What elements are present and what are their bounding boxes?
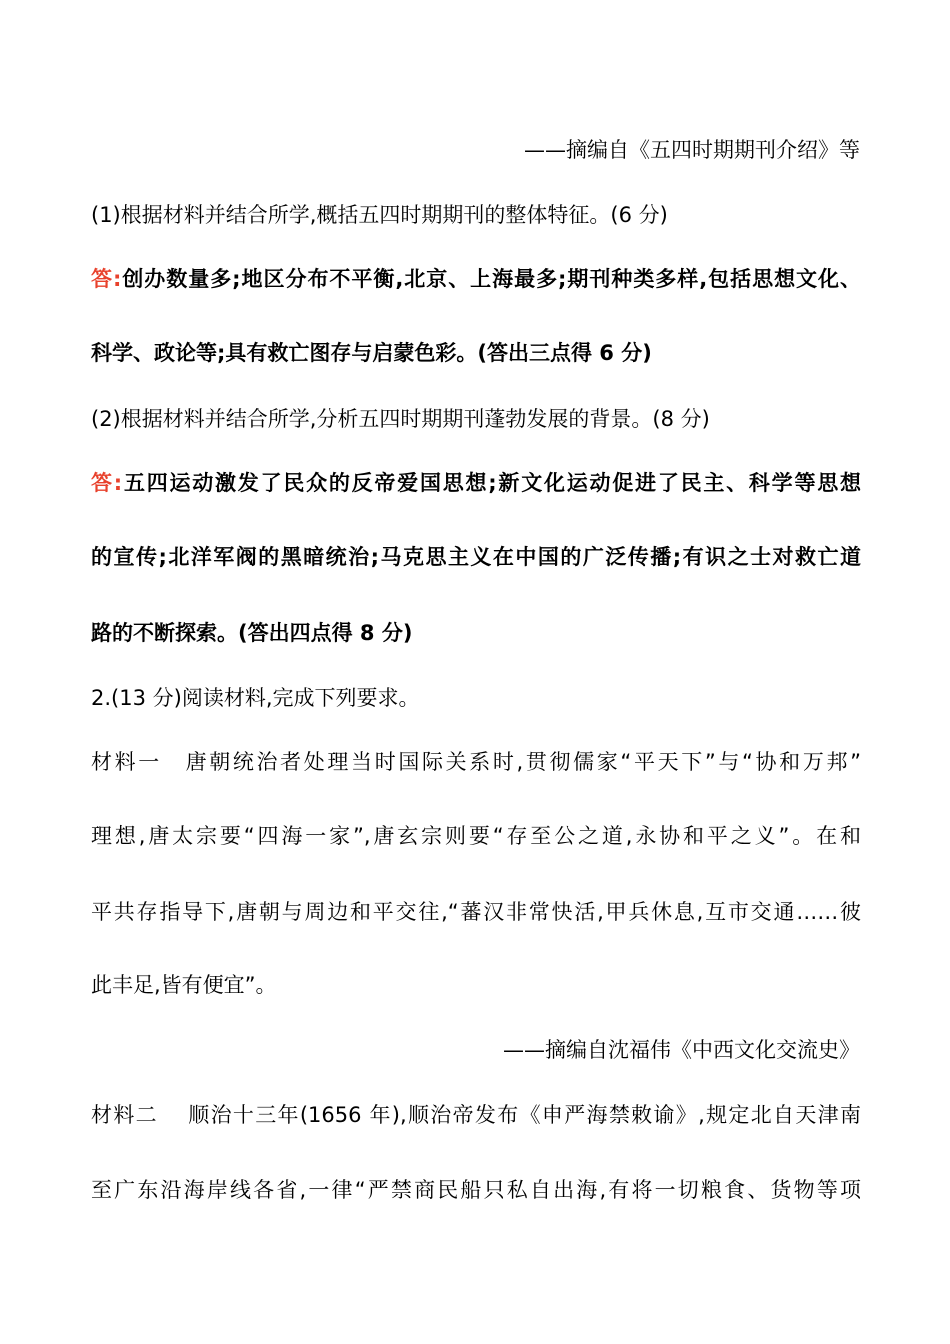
answer-label: 答: xyxy=(91,471,123,495)
material-1-line-4: 此丰足,皆有便宜”。 xyxy=(91,973,277,997)
material-1-line-2: 理想,唐太宗要“四海一家”,唐玄宗则要“存至公之道,永协和平之义”。在和 xyxy=(91,824,861,848)
question-1-prompt: (1)根据材料并结合所学,概括五四时期期刊的整体特征。(6 分) xyxy=(91,203,668,227)
answer-2-line-3: 路的不断探索。(答出四点得 8 分) xyxy=(91,621,413,645)
material-1-line-1: 材料一 唐朝统治者处理当时国际关系时,贯彻儒家“平天下”与“协和万邦” xyxy=(91,750,861,774)
answer-2-text-1: 五四运动激发了民众的反帝爱国思想;新文化运动促进了民主、科学等思想 xyxy=(122,471,861,495)
question-2-heading: 2.(13 分)阅读材料,完成下列要求。 xyxy=(91,686,420,710)
material-2-line-2: 至广东沿海岸线各省,一律“严禁商民船只私自出海,有将一切粮食、货物等项 xyxy=(91,1178,861,1202)
answer-1-text-1: 创办数量多;地区分布不平衡,北京、上海最多;期刊种类多样,包括思想文化、 xyxy=(121,267,861,291)
answer-2-line-2: 的宣传;北洋军阀的黑暗统治;马克思主义在中国的广泛传播;有识之士对救亡道 xyxy=(91,545,861,569)
answer-label: 答: xyxy=(91,267,122,291)
source-citation-1: ——摘编自《五四时期期刊介绍》等 xyxy=(524,138,860,162)
question-2-prompt: (2)根据材料并结合所学,分析五四时期期刊蓬勃发展的背景。(8 分) xyxy=(91,407,710,431)
answer-1-line-2: 科学、政论等;具有救亡图存与启蒙色彩。(答出三点得 6 分) xyxy=(91,341,652,365)
material-1-line-3: 平共存指导下,唐朝与周边和平交往,“蕃汉非常快活,甲兵休息,互市交通……彼 xyxy=(91,900,861,924)
answer-2-line-1 xyxy=(91,468,861,498)
answer-1-line-1 xyxy=(91,264,861,294)
material-2-line-1: 材料二 顺治十三年(1656 年),顺治帝发布《申严海禁敕谕》,规定北自天津南 xyxy=(91,1103,861,1127)
source-citation-2: ——摘编自沈福伟《中西文化交流史》 xyxy=(503,1038,860,1062)
